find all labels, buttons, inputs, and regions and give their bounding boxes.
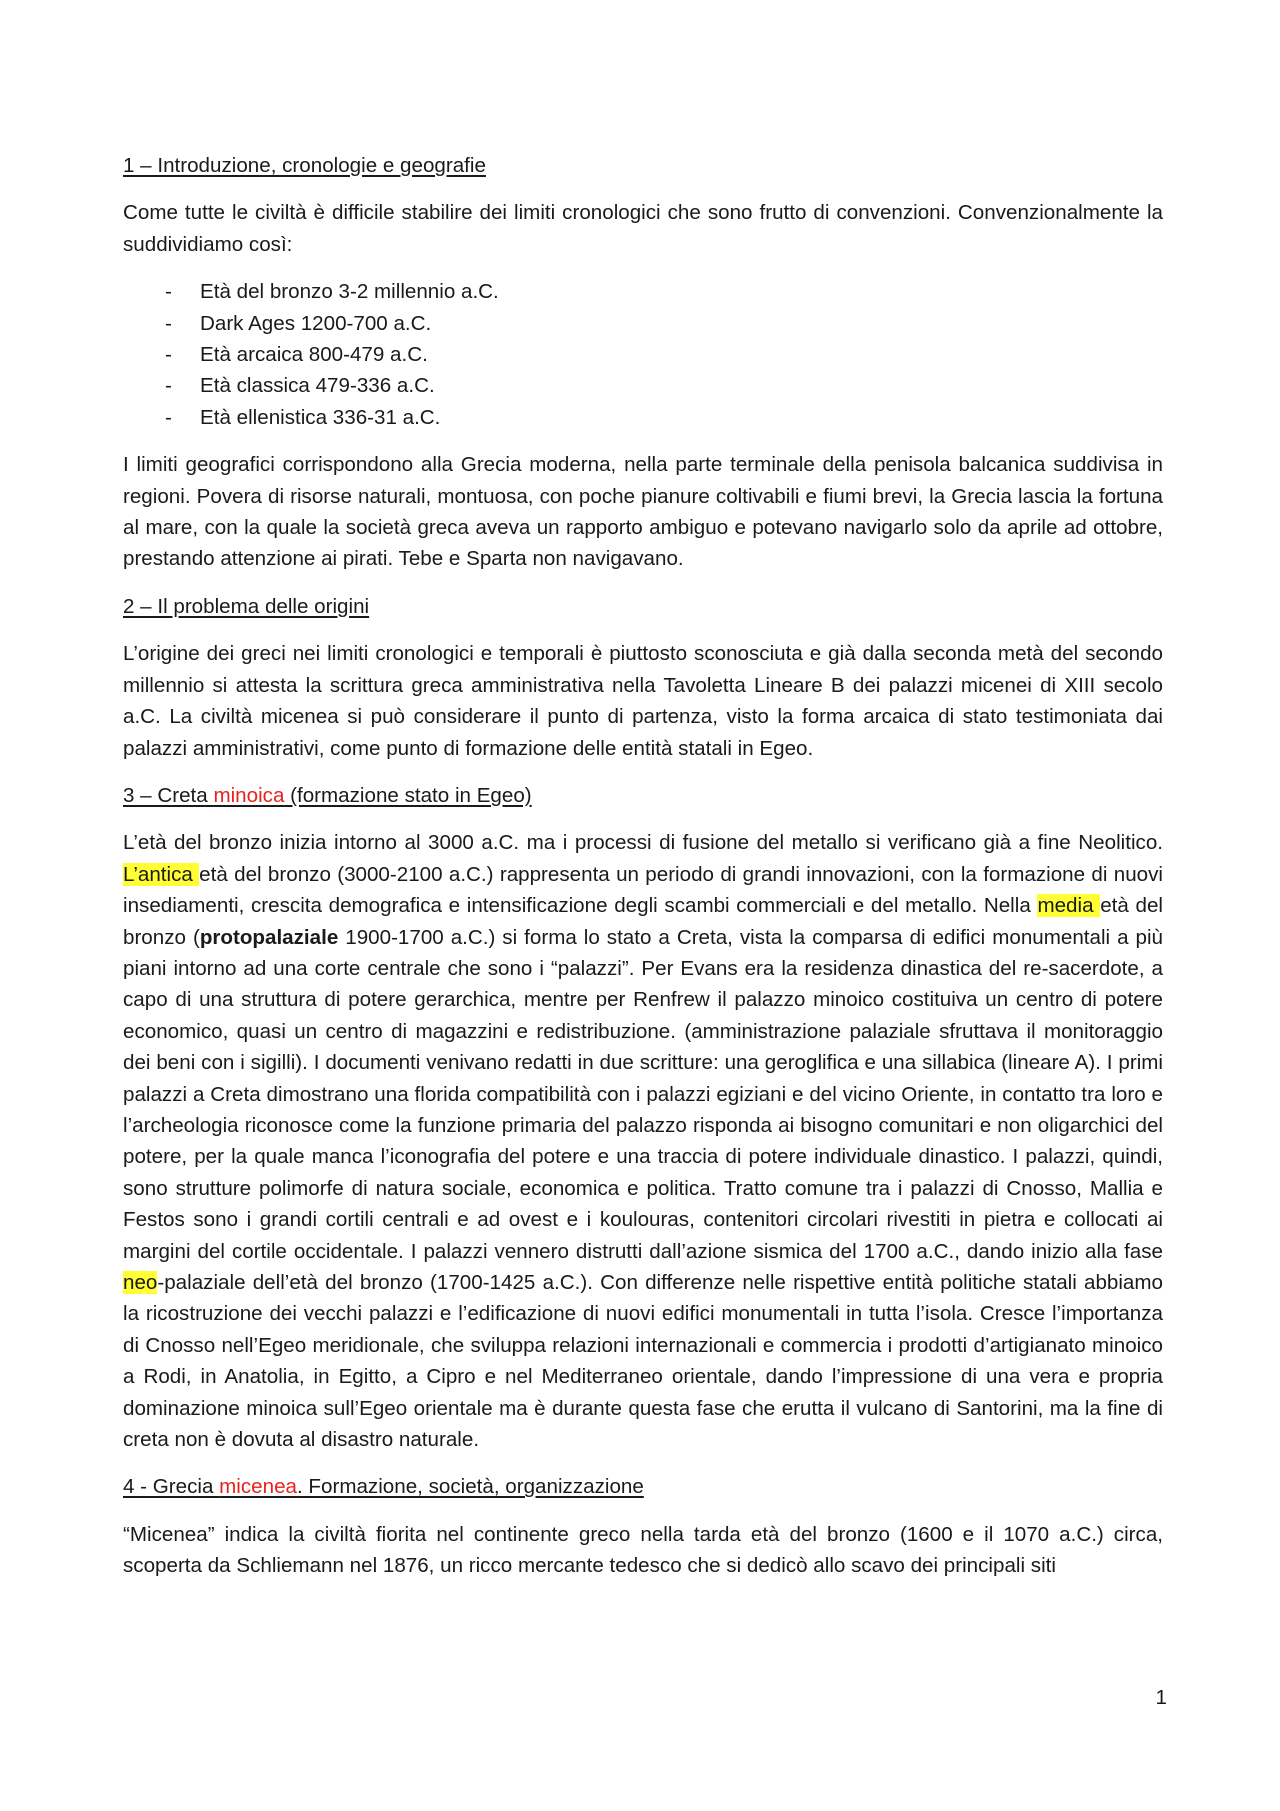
page-number: 1 — [1155, 1686, 1167, 1709]
section-2-heading: 2 – Il problema delle origini — [123, 594, 370, 618]
document-page — [123, 150, 1163, 1598]
highlighted-text: neo — [123, 1271, 158, 1294]
section-1-intro: Come tutte le civiltà è difficile stabilire dei limiti cronologici che sono frutto di convenzioni. Convenzionalmente la suddividiamo così: — [123, 201, 1163, 256]
list-item: - Età del bronzo 3-2 millennio a.C. — [165, 280, 499, 304]
list-item: - Età classica 479-336 a.C. — [165, 374, 435, 398]
section-1-heading: 1 – Introduzione, cronologie e geografie — [123, 154, 486, 177]
list-item: - Dark Ages 1200-700 a.C. — [165, 311, 432, 335]
section-4-heading: 4 - Grecia micenea. Formazione, società, organizzazione — [123, 1475, 644, 1499]
section-4-paragraph: “Micenea” indica la civiltà fiorita nel continente greco nella tarda età del bronzo (1600 e il 1070 a.C.) circa, scoperta da Schliemann nel 1876, un ricco mercante tedesco che si dedicò allo scavo dei principali siti — [123, 1522, 1163, 1578]
section-3-heading: 3 – Creta minoica (formazione stato in Egeo) — [123, 783, 532, 807]
section-3-paragraph: L’età del bronzo inizia intorno al 3000 a.C. ma i processi di fusione del metallo si verificano già a fine Neolitico. L’antica età del bronzo (3000-2100 a.C.) rappresenta un periodo di grandi innovazioni, con la formazione di nuovi insediamenti, crescita demografica e intensificazione degli scambi commerciali e del metallo. Nella media età del bronzo (protopalaziale 1900-1700 a.C.) si forma lo stato a Creta, vista la comparsa di edifici monumentali a più piani intorno ad una corte centrale che sono i “palazzi”. Per Evans era la residenza dinastica del re-sacerdote, a capo di una struttura di potere gerarchica, mentre per Renfrew il palazzo minoico costituiva un centro di potere economico, quasi un centro di magazzini e redistribuzione. (amministrazione palaziale sfruttava il monitoraggio dei beni con i sigilli). I documenti venivano redatti in due scritture: una geroglifica e una sillabica (lineare A). I primi palazzi a Creta dimostrano una florida compatibilità con i palazzi egiziani e del vicino Oriente, in contatto tra loro e l’archeologia riconosce come la funzione primaria del palazzo risponda ai bisogno comunitari e non oligarchici del potere, per la quale manca l’iconografia del potere e una traccia di potere individuale dinastico. I palazzi, quindi, sono strutture polimorfe di natura sociale, economica e politica. Tratto comune tra i palazzi di Cnosso, Mallia e Festos sono i grandi cortili centrali e ad ovest e i koulouras, contenitori circolari rivestiti in pietra e collocati ai margini del cortile occidentale. I palazzi vennero distrutti dall’azione sismica del 1700 a.C., dando inizio alla fase neo-palaziale dell’età del bronzo (1700-1425 a.C.). Con differenze nelle rispettive entità politiche statali abbiamo la ricostruzione dei vecchi palazzi e l’edificazione di nuovi edifici monumentali in tutta l’isola. Cresce l’importanza di Cnosso nell’Egeo meridionale, che sviluppa relazioni internazionali e commercia i prodotti d’artigianato minoico a Rodi, in Anatolia, in Egitto, a Cipro e nel Mediterraneo orientale, dando l’impressione di una vera e propria dominazione minoica sull’Egeo orientale ma è durante questa fase che erutta il vulcano di Santorini, ma la fine di creta non è dovuta al disastro naturale. — [123, 831, 1163, 1452]
section-2-paragraph: L’origine dei greci nei limiti cronologici e temporali è piuttosto sconosciuta e già dalla seconda metà del secondo millennio si attesta la scrittura greca amministrativa nella Tavoletta Lineare B dei palazzi micenei di XIII secolo a.C. La civiltà micenea si può considerare il punto di partenza, visto la forma arcaica di stato testimoniata dai palazzi amministrativi, come punto di formazione delle entità statali in Egeo. — [123, 642, 1163, 760]
red-term: minoica — [213, 783, 285, 807]
list-item: - Età arcaica 800-479 a.C. — [165, 343, 428, 367]
red-term: micenea — [219, 1475, 297, 1499]
list-item: - Età ellenistica 336-31 a.C. — [165, 405, 441, 429]
section-1-geography: I limiti geografici corrispondono alla Grecia moderna, nella parte terminale della penisola balcanica suddivisa in regioni. Povera di risorse naturali, montuosa, con poche pianure coltivabili e fiumi brevi, la Grecia lascia la fortuna al mare, con la quale la società greca aveva un rapporto ambiguo e potevano navigarlo solo da aprile ad ottobre, prestando attenzione ai pirati. Tebe e Sparta non navigavano. — [123, 453, 1163, 571]
chronology-list — [123, 276, 1163, 433]
bold-term: protopalaziale — [199, 925, 339, 949]
highlighted-text: media — [1037, 894, 1101, 918]
highlighted-text: L’antica — [123, 862, 200, 886]
